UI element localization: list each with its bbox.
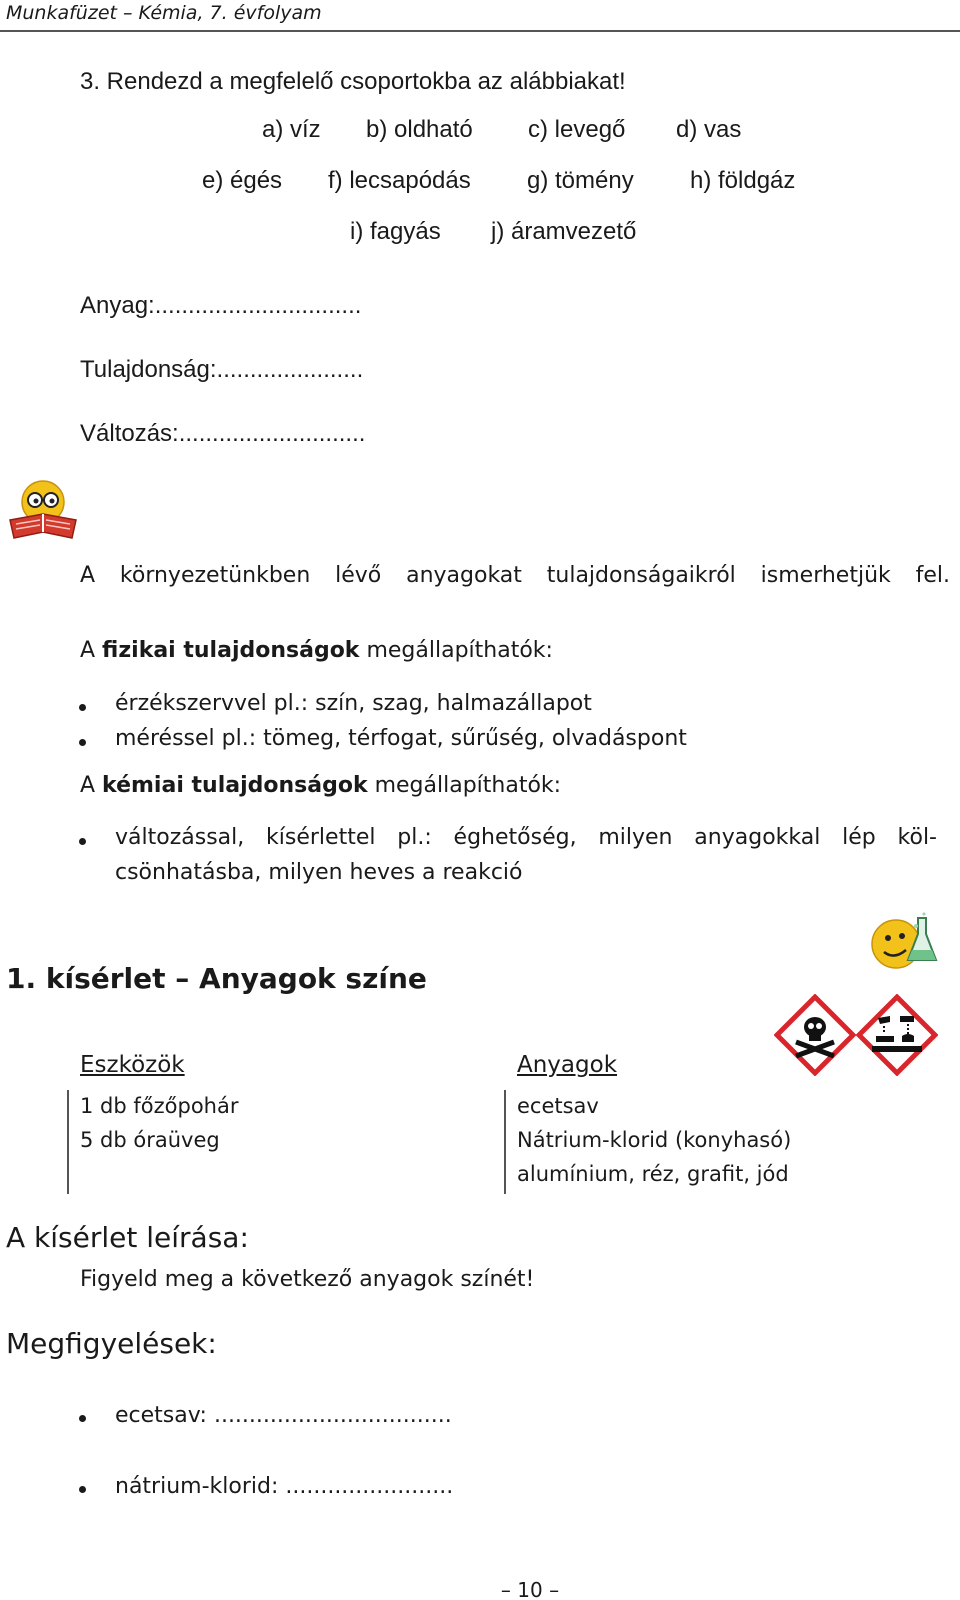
tools-heading: Eszközök [80,1052,185,1078]
tool-item: 1 db főzőpohár [80,1094,239,1118]
intro-text: A környezetünkben lévő anyagokat tulajdonságaikról ismerhetjük fel. [80,563,950,588]
corrosive-hazard-icon [856,994,938,1076]
materials-heading: Anyagok [517,1052,618,1078]
chem-bold: kémiai tulajdonságok [102,773,368,798]
material-item: Nátrium-klorid (konyhasó) [517,1128,792,1152]
observations-heading: Megfigyelések: [6,1327,217,1360]
observation-natrium-klorid[interactable]: nátrium-klorid: ........................ [115,1474,454,1499]
phys-prefix: A [80,638,103,663]
valtozas-answer-line[interactable]: Változás:............................ [80,420,366,447]
header-divider [0,30,960,32]
tulajdonsag-answer-line[interactable]: Tulajdonság:...................... [80,356,364,383]
materials-divider [504,1090,506,1194]
option-item: c) levegő [528,116,626,143]
phys-bullet-1: érzékszervvel pl.: szín, szag, halmazállapot [115,691,592,716]
bullet-icon [79,838,86,845]
intro-line-1 [80,563,950,588]
reading-smiley-icon [6,478,80,544]
phys-bold: fizikai tulajdonságok [102,638,360,663]
chem-suffix: megállapíthatók: [367,773,562,798]
bullet-icon [79,704,86,711]
material-item: alumínium, réz, grafit, jód [517,1162,789,1186]
physical-properties-line [80,638,553,663]
toxic-hazard-icon [774,994,856,1076]
tools-divider [67,1090,69,1194]
anyag-answer-line[interactable]: Anyag:............................... [80,292,362,319]
chem-prefix: A [80,773,103,798]
page-header-title: Munkafüzet – Kémia, 7. évfolyam [6,2,322,24]
option-item: e) égés [202,167,283,194]
experiment-title: 1. kísérlet – Anyagok színe [6,962,427,995]
description-heading: A kísérlet leírása: [6,1221,249,1254]
material-item: ecetsav [517,1094,599,1118]
task-prompt: 3. Rendezd a megfelelő csoportokba az alábbiakat! [80,68,626,95]
option-item: f) lecsapódás [328,167,471,194]
observation-ecetsav[interactable]: ecetsav: .................................. [115,1403,452,1428]
tool-item: 5 db óraüveg [80,1128,220,1152]
bullet-icon [79,1415,86,1422]
option-item: b) oldható [366,116,473,143]
option-item: i) fagyás [350,218,441,245]
phys-bullet-2: méréssel pl.: tömeg, térfogat, sűrűség, olvadáspont [115,726,687,751]
option-item: h) földgáz [690,167,796,194]
chem-bullet-line-2: csönhatásba, milyen heves a reakció [115,860,523,885]
chemical-properties-line [80,773,561,798]
bullet-icon [79,739,86,746]
page-number: – 10 – [500,1578,560,1600]
lab-smiley-icon [866,912,940,974]
option-item: d) vas [676,116,742,143]
option-item: j) áramvezető [491,218,637,245]
description-text: Figyeld meg a következő anyagok színét! [80,1267,535,1292]
option-item: a) víz [262,116,321,143]
phys-suffix: megállapíthatók: [359,638,553,663]
chem-bullet-line-1: változással, kísérlettel pl.: éghetőség, milyen anyagokkal lép köl- [115,825,937,850]
bullet-icon [79,1486,86,1493]
option-item: g) tömény [527,167,634,194]
